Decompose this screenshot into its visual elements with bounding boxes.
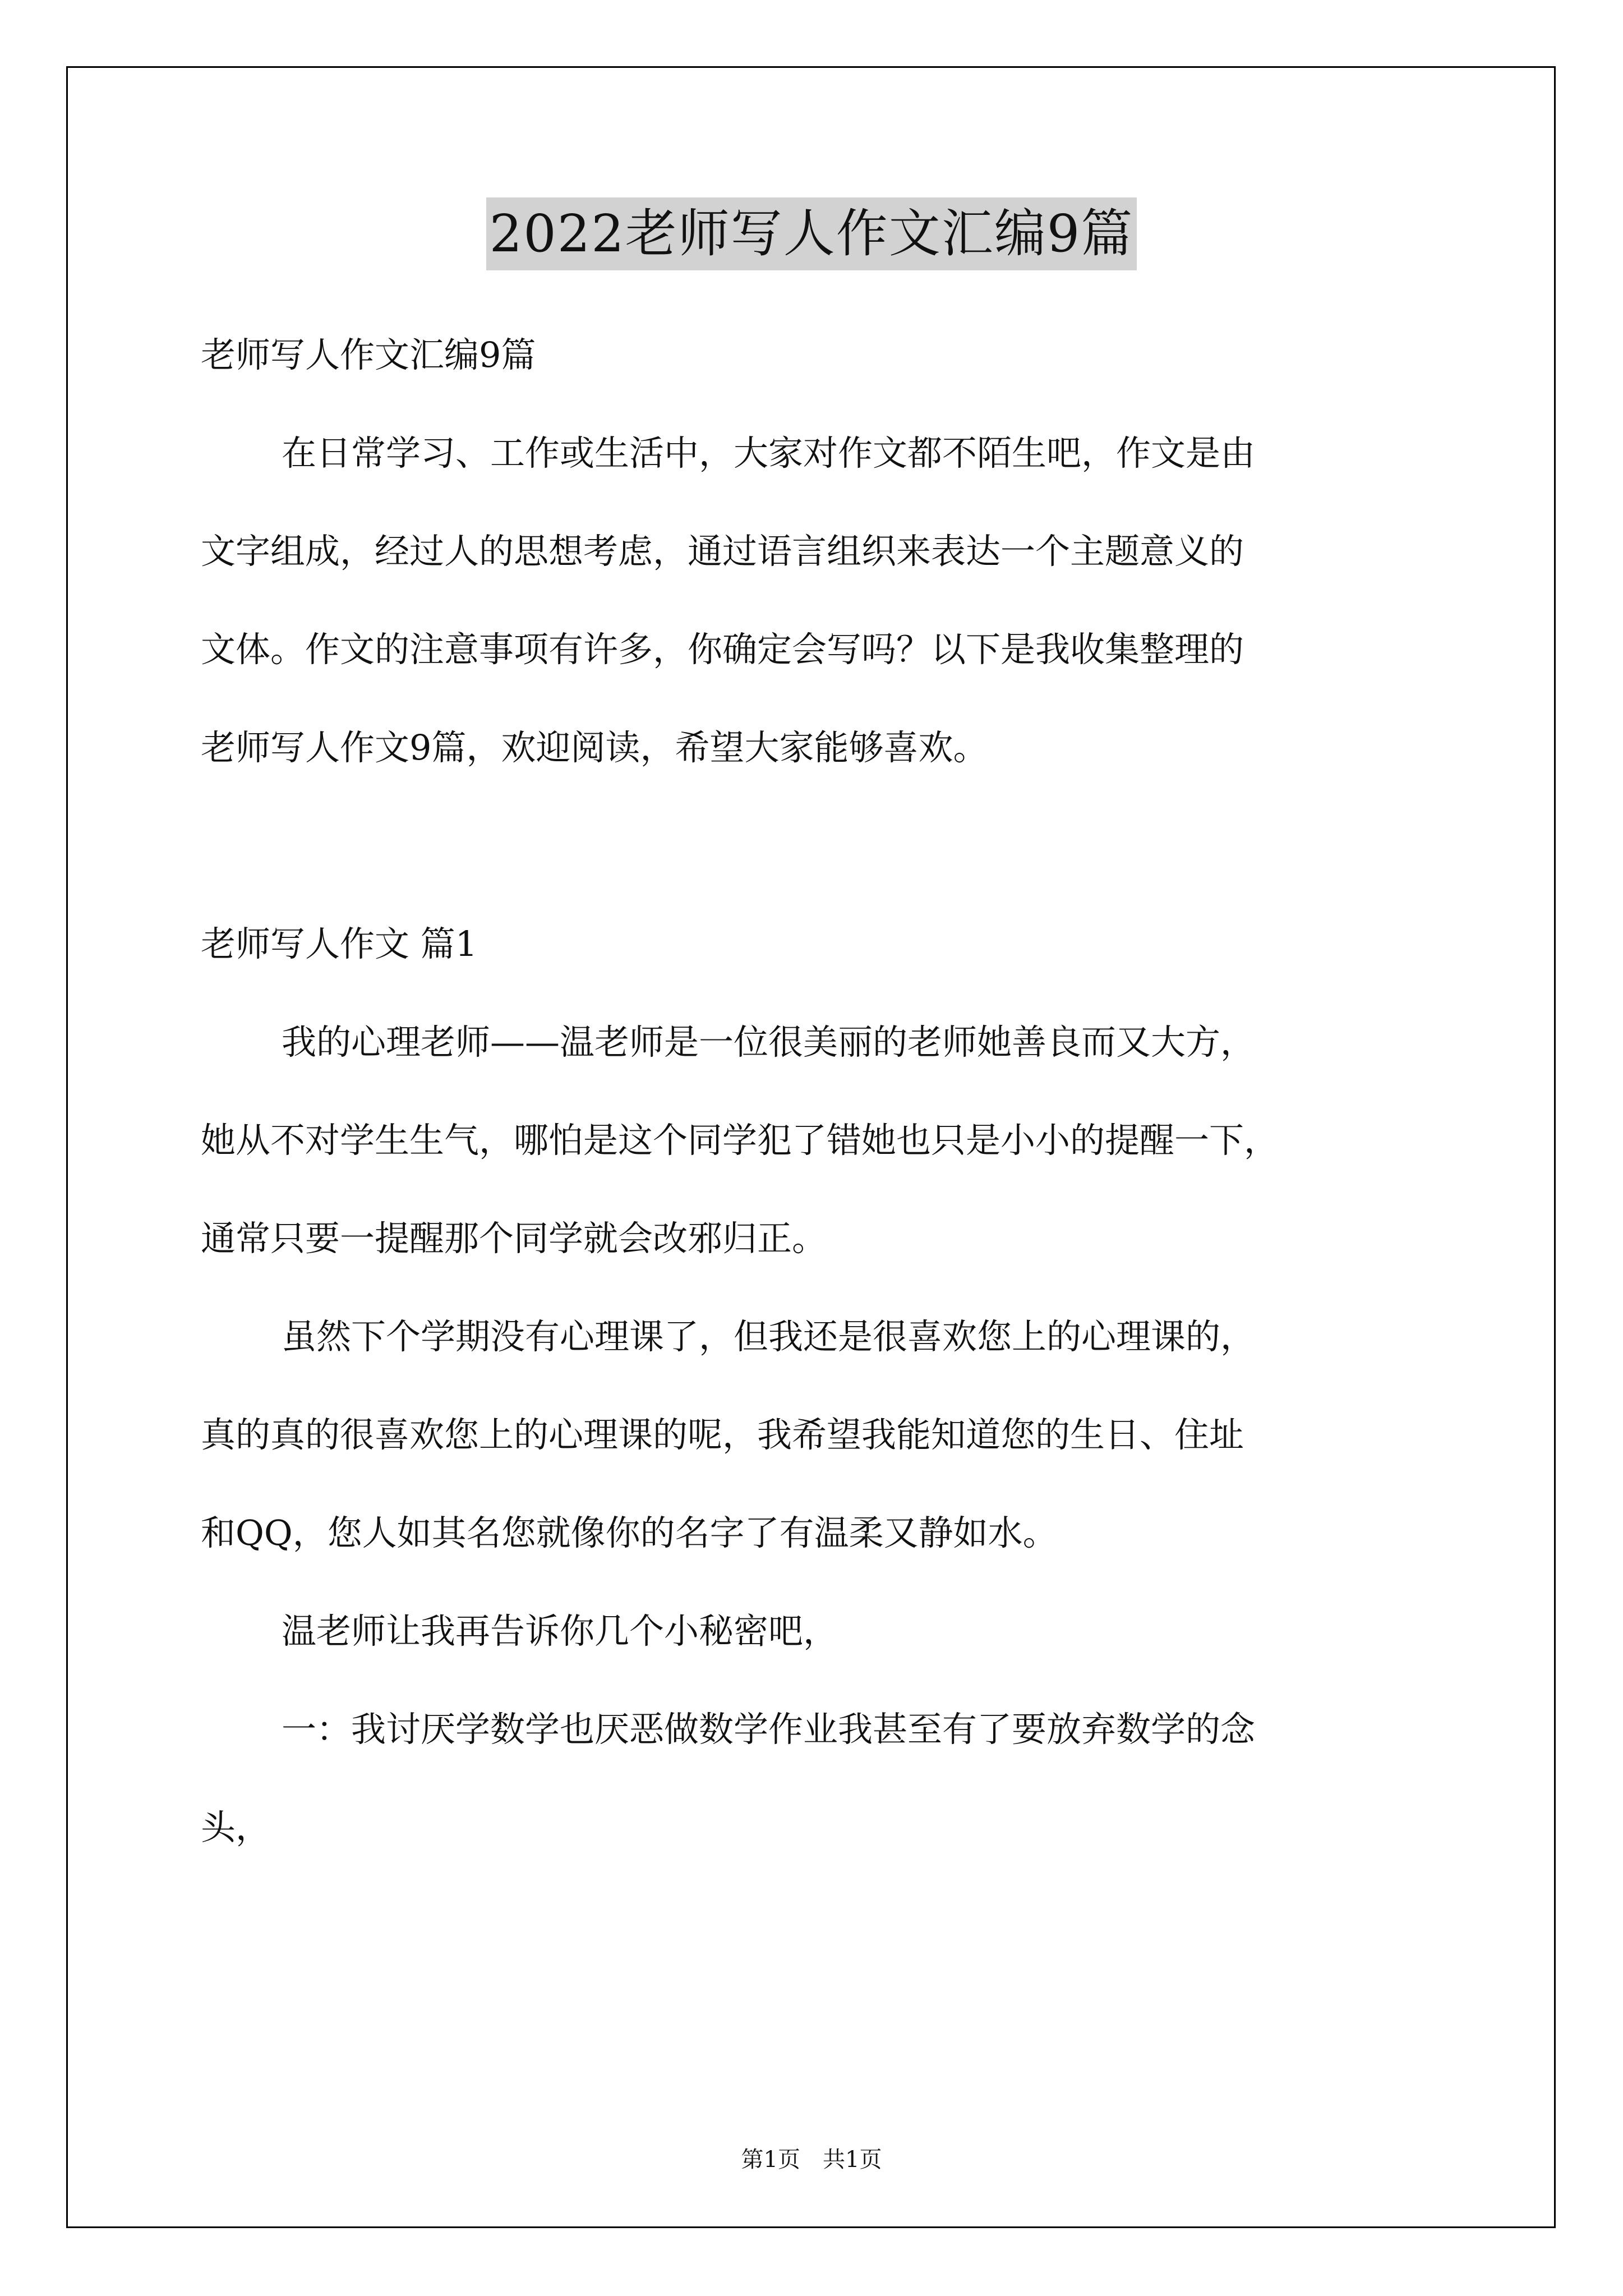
intro-paragraph-line: 文字组成，经过人的思想考虑，通过语言组织来表达一个主题意义的: [201, 531, 1244, 572]
section-paragraph-line: 一：我讨厌学数学也厌恶做数学作业我甚至有了要放弃数学的念: [282, 1709, 1256, 1750]
section-paragraph-line: 和QQ，您人如其名您就像你的名字了有温柔又静如水。: [201, 1512, 1058, 1553]
intro-paragraph-line: 文体。作文的注意事项有许多，你确定会写吗？以下是我收集整理的: [201, 629, 1244, 670]
section-paragraph-line: 温老师让我再告诉你几个小秘密吧，: [282, 1611, 838, 1651]
section-paragraph-line: 头，: [201, 1807, 271, 1848]
page-footer: 第1页 共1页: [741, 2147, 882, 2173]
section-paragraph-line: 虽然下个学期没有心理课了，但我还是很喜欢您上的心理课的，: [282, 1316, 1256, 1357]
title-container: [0, 197, 1623, 270]
section-paragraph-line: 她从不对学生生气，哪怕是这个同学犯了错她也只是小小的提醒一下，: [201, 1120, 1279, 1161]
intro-paragraph-line: 老师写人作文9篇，欢迎阅读，希望大家能够喜欢。: [201, 727, 988, 768]
document-subtitle: 老师写人作文汇编9篇: [201, 334, 536, 375]
section-heading: 老师写人作文 篇1: [201, 923, 478, 964]
intro-paragraph-line: 在日常学习、工作或生活中，大家对作文都不陌生吧，作文是由: [282, 432, 1256, 473]
document-title: 2022老师写人作文汇编9篇: [486, 197, 1137, 270]
section-paragraph-line: 真的真的很喜欢您上的心理课的呢，我希望我能知道您的生日、住址: [201, 1414, 1244, 1455]
section-paragraph-line: 我的心理老师——温老师是一位很美丽的老师她善良而又大方，: [282, 1022, 1256, 1062]
paragraph-spacer: [201, 797, 1446, 895]
document-body: [201, 306, 1446, 1876]
section-paragraph-line: 通常只要一提醒那个同学就会改邪归正。: [201, 1218, 827, 1259]
